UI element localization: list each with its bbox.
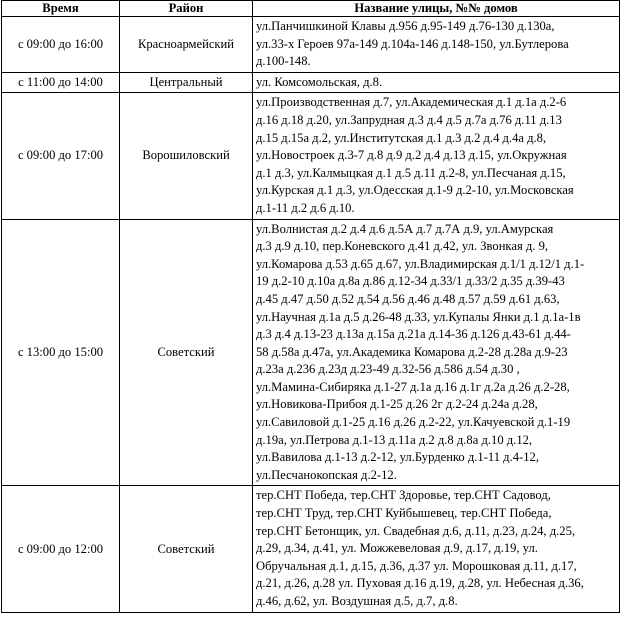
streets-cell <box>253 17 620 73</box>
time-cell: с 11:00 до 14:00 <box>2 72 120 93</box>
streets-cell <box>253 486 620 612</box>
district-cell: Советский <box>120 486 253 612</box>
district-cell: Ворошиловский <box>120 93 253 219</box>
table-row <box>2 17 620 73</box>
streets-line: д.1-11 д.2 д.6 д.10. <box>256 200 355 215</box>
outage-schedule-table <box>1 0 620 613</box>
streets-line: ул.33-х Героев 97а-149 д.104а-146 д.148-150, ул.Бутлерова <box>256 36 569 51</box>
header-district: Район <box>120 1 253 17</box>
streets-line: 19 д.2-10 д.10а д.8а д.86 д.12-34 д.33/1 д.33/2 д.35 д.39-43 <box>256 274 565 289</box>
district-cell: Красноармейский <box>120 17 253 73</box>
streets-cell <box>253 93 620 219</box>
district-cell: Центральный <box>120 72 253 93</box>
district-cell: Советский <box>120 219 253 486</box>
streets-line: д.3 д.9 д.10, пер.Коневского д.41 д.42, ул. Звонкая д. 9, <box>256 239 549 254</box>
streets-line: ул.Волнистая д.2 д.4 д.6 д.5А д.7 д.7А д.9, ул.Амурская <box>256 221 554 236</box>
streets-line: ул.Панчишкиной Клавы д.956 д.95-149 д.76-130 д.130а, <box>256 19 555 33</box>
header-streets: Название улицы, №№ домов <box>253 1 620 17</box>
table-row <box>2 93 620 219</box>
table-row <box>2 219 620 486</box>
streets-cell <box>253 219 620 486</box>
streets-line: ул.Савиловой д.1-25 д.16 д.26 д.2-22, ул.Качуевской д.1-19 <box>256 415 571 430</box>
streets-line: ул.Комарова д.53 д.65 д.67, ул.Владимирская д.1/1 д.12/1 д.1- <box>256 256 585 271</box>
streets-line: д.45 д.47 д.50 д.52 д.54 д.56 д.46 д.48 д.57 д.59 д.61 д.63, <box>256 291 560 306</box>
streets-line: ул.Новикова-Прибоя д.1-25 д.26 2г д.2-24 д.24а д.28, <box>256 397 538 412</box>
streets-line: тер.СНТ Бетонщик, ул. Свадебная д.6, д.11, д.23, д.24, д.25, <box>256 523 576 538</box>
streets-line: д.3 д.4 д.13-23 д.13а д.15а д.21а д.14-36 д.126 д.43-61 д.44- <box>256 327 571 342</box>
streets-line: д.29, д.34, д.41, ул. Можжевеловая д.9, д.17, д.19, ул. <box>256 541 538 556</box>
streets-line: ул.Производственная д.7, ул.Академическая д.1 д.1а д.2-6 <box>256 95 567 110</box>
streets-line: ул.Песчанокопская д.2-12. <box>256 467 397 482</box>
table-row <box>2 72 620 93</box>
streets-line: ул. Комсомольская, д.8. <box>256 74 383 89</box>
header-row <box>2 1 620 17</box>
streets-line: д.21, д.26, д.28 ул. Пуховая д.16 д.19, д.28, ул. Небесная д.36, <box>256 576 584 591</box>
streets-line: д.23а д.236 д.23д д.23-49 д.32-56 д.586 д.54 д.30 , <box>256 362 520 377</box>
header-time: Время <box>2 1 120 17</box>
table-body <box>2 17 620 613</box>
streets-line: ул.Курская д.1 д.3, ул.Одесская д.1-9 д.2-10, ул.Московская <box>256 183 574 198</box>
streets-line: д.1 д.3, ул.Калмыцкая д.1 д.5 д.11 д.2-8, ул.Песчаная д.15, <box>256 165 566 180</box>
streets-line: ул.Вавилова д.1-13 д.2-12, ул.Бурденко д.1-11 д.4-12, <box>256 450 539 465</box>
streets-line: д.19а, ул.Петрова д.1-13 д.11а д.2 д.8 д.8а д.10 д.12, <box>256 432 533 447</box>
time-cell: с 13:00 до 15:00 <box>2 219 120 486</box>
streets-line: 58 д.58а д.47а, ул.Академика Комарова д.2-28 д.28а д.9-23 <box>256 344 568 359</box>
streets-line: д.100-148. <box>256 54 311 69</box>
streets-line: ул.Новостроек д.3-7 д.8 д.9 д.2 д.4 д.13 д.15, ул.Окружная <box>256 148 567 163</box>
streets-line: д.46, д.62, ул. Воздушная д.5, д.7, д.8. <box>256 594 458 608</box>
streets-line: Обручальная д.1, д.15, д.36, д.37 ул. Морошковая д.11, д.17, <box>256 558 577 573</box>
streets-line: д.15 д.15а д.2, ул.Институтская д.1 д.3 д.2 д.4 д.4а д.8, <box>256 130 547 145</box>
streets-line: тер.СНТ Победа, тер.СНТ Здоровье, тер.СНТ Садовод, <box>256 488 551 503</box>
streets-cell <box>253 72 620 93</box>
streets-line: д.16 д.18 д.20, ул.Запрудная д.3 д.4 д.5 д.7а д.76 д.11 д.13 <box>256 112 562 127</box>
table-row <box>2 486 620 612</box>
time-cell: с 09:00 до 17:00 <box>2 93 120 219</box>
streets-line: ул.Мамина-Сибиряка д.1-27 д.1а д.16 д.1г д.2а д.26 д.2-28, <box>256 379 570 394</box>
streets-line: тер.СНТ Труд, тер.СНТ Куйбышевец, тер.СНТ Победа, <box>256 506 552 521</box>
time-cell: с 09:00 до 16:00 <box>2 17 120 73</box>
time-cell: с 09:00 до 12:00 <box>2 486 120 612</box>
streets-line: ул.Научная д.1а д.5 д.26-48 д.33, ул.Купалы Янки д.1 д.1а-1в <box>256 309 581 324</box>
